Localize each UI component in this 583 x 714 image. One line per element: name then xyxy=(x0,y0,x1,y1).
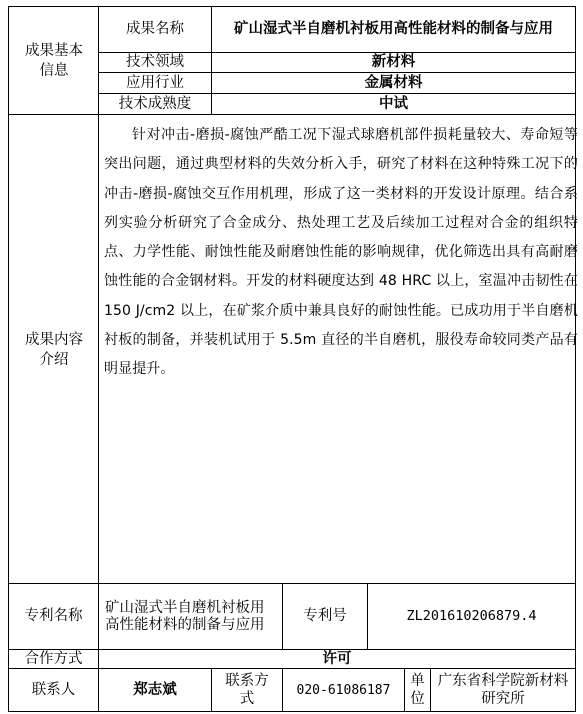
contact-phone-value xyxy=(283,669,404,711)
cooperation-value xyxy=(99,650,575,668)
value-text: 金属材料 xyxy=(364,74,423,91)
maturity-value xyxy=(212,94,575,114)
label-text: 单位 xyxy=(410,673,425,707)
value-text: 郑志斌 xyxy=(133,681,177,698)
contact-phone-label xyxy=(212,669,282,711)
patent-name-label xyxy=(9,584,98,649)
industry-label xyxy=(99,73,211,93)
value-text: 中试 xyxy=(379,95,408,112)
label-text: 技术成熟度 xyxy=(118,95,192,112)
value-text: 矿山湿式半自磨机衬板用高性能材料的制备与应用 xyxy=(234,21,553,37)
achievement-name-label xyxy=(99,7,211,52)
achievement-name-value xyxy=(212,7,575,52)
patent-number-label xyxy=(283,584,367,649)
tech-field-label xyxy=(99,53,211,72)
basic-info-section-label xyxy=(14,7,94,114)
value-text: 020-61086187 xyxy=(296,682,391,698)
patent-name-value xyxy=(99,584,282,649)
label-text: 专利名称 xyxy=(24,608,83,624)
cooperation-label xyxy=(9,650,98,668)
intro-paragraph: 针对冲击-磨损-腐蚀严酷工况下湿式球磨机部件损耗量较大、寿命短等突出问题，通过典型材料的失效分析入手，研究了材料在这种特殊工况下的冲击-磨损-腐蚀交互作用机理，形成了这一类材料的开发设计原理。结合系列实验分析研究了合金成分、热处理工艺及后续加工过程对合金的组织特点、力学性能、耐蚀性能及耐磨蚀性能的影响规律，优化筛选出具有高耐磨蚀性能的合金钢材料。开发的材料硬度达到 48 HRC 以上，室温冲击韧性在 150 J/cm2 以上，在矿浆介质中兼具良好的耐蚀性能。已成功用于半自磨机衬板的制备，并装机试用于 5.5m 直径的半自磨机，服役寿命较同类产品有明显提升。 xyxy=(104,127,578,378)
label-text: 成果名称 xyxy=(126,21,184,37)
label-text: 技术领域 xyxy=(126,54,184,70)
value-text: ZL201610206879.4 xyxy=(406,608,537,624)
value-text: 广东省科学院新材料研究所 xyxy=(437,673,569,707)
intro-label-text: 成果内容介绍 xyxy=(25,332,83,368)
label-text: 专利号 xyxy=(303,608,347,624)
label-text: 合作方式 xyxy=(24,650,83,667)
contact-unit-value xyxy=(431,669,575,711)
tech-field-value xyxy=(212,53,575,72)
intro-section-label xyxy=(14,320,94,380)
basic-info-label-text: 成果基本信息 xyxy=(25,42,83,79)
grid-line xyxy=(8,114,576,115)
value-text: 许可 xyxy=(322,650,352,667)
label-text: 应用行业 xyxy=(126,74,184,91)
contact-person-label xyxy=(9,669,98,711)
label-text: 联系方式 xyxy=(225,673,269,707)
table-border-bottom xyxy=(8,711,576,712)
contact-unit-label xyxy=(405,669,430,711)
maturity-label xyxy=(99,94,211,114)
patent-number-value xyxy=(368,584,575,649)
industry-value xyxy=(212,73,575,93)
contact-person-value xyxy=(99,669,211,711)
value-text: 新材料 xyxy=(371,54,416,70)
value-text: 矿山湿式半自磨机衬板用高性能材料的制备与应用 xyxy=(105,599,265,633)
label-text: 联系人 xyxy=(31,681,76,698)
